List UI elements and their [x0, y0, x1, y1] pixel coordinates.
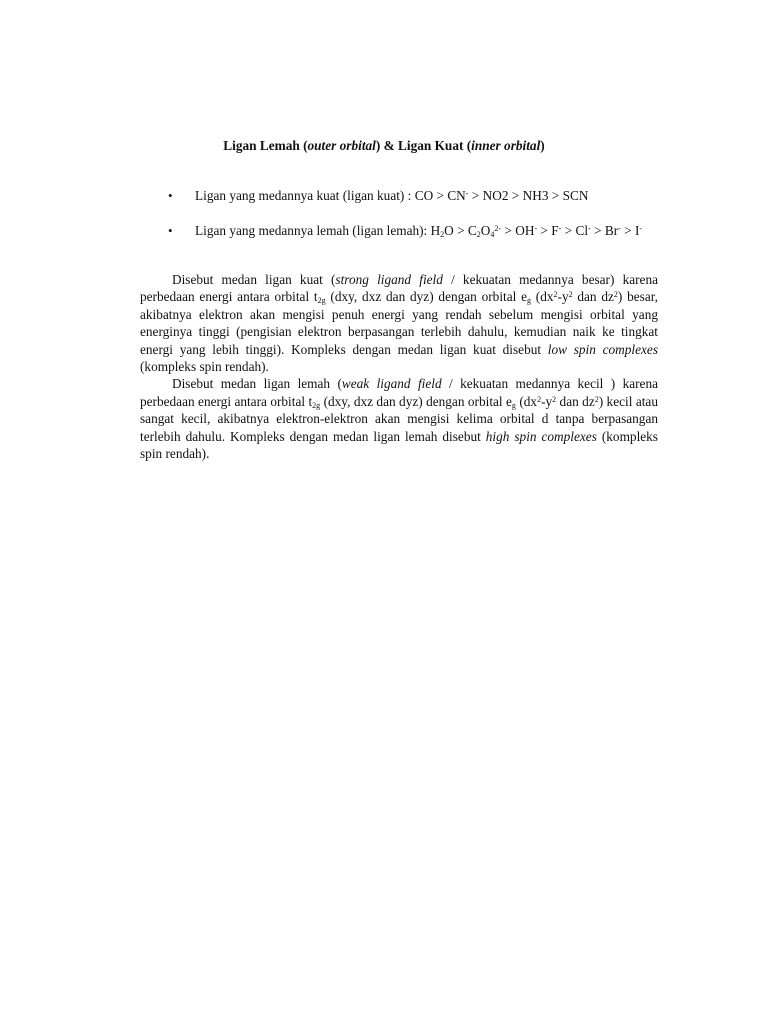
p1-text-8: (kompleks spin rendah).	[140, 359, 269, 375]
weak-text-5: > F	[537, 223, 559, 238]
p1-sub-eg: g	[527, 296, 531, 306]
bullet-icon: •	[168, 188, 173, 203]
p1-text-6: dan dz	[572, 289, 614, 305]
weak-text-3: O	[480, 223, 491, 238]
weak-ligand-series	[163, 222, 663, 239]
title-inner-orbital: inner orbital	[471, 138, 541, 153]
p2-sub-t2g: 2g	[312, 400, 321, 410]
weak-sub-3: 4	[490, 230, 495, 239]
weak-sup-7: -	[618, 224, 621, 233]
p1-text-2: / kekuatan medannya besar) karena perbedaan energi antara orbital t	[140, 272, 659, 305]
p1-sup-3: 2	[613, 290, 618, 300]
p1-sup-1: 2	[553, 290, 558, 300]
paragraph-strong-field	[140, 271, 658, 375]
p1-sup-2: 2	[568, 290, 573, 300]
p1-text-3: (dxy, dxz dan dyz) dengan orbital e	[325, 289, 527, 305]
title-outer-orbital: outer orbital	[307, 138, 376, 153]
p1-italic-low-spin: low spin complexes	[547, 341, 658, 357]
p2-text-4: (dx	[515, 393, 538, 409]
paragraph-weak-field	[140, 375, 658, 462]
title-text-3: )	[540, 138, 545, 153]
p2-sup-1: 2	[537, 394, 542, 404]
weak-sub-1: 2	[440, 230, 445, 239]
p1-text-4: (dx	[531, 289, 554, 305]
weak-sup-5: -	[558, 224, 562, 233]
bullet-icon: •	[168, 223, 173, 238]
weak-sub-2: 2	[476, 230, 481, 239]
weak-text-1: Ligan yang medannya lemah (ligan lemah): H	[195, 223, 441, 238]
ligand-series-list	[163, 187, 663, 257]
weak-sup-6: -	[588, 224, 591, 233]
p2-text-1: Disebut medan ligan lemah (	[172, 376, 342, 392]
strong-ligand-series	[163, 187, 663, 204]
p2-text-6: dan dz	[556, 393, 595, 409]
p2-text-8: (kompleks spin rendah).	[140, 428, 658, 462]
p2-text-3: (dxy, dxz dan dyz) dengan orbital e	[320, 393, 512, 409]
p2-text-7: ) kecil atau sangat kecil, akibatnya elektron-elektron akan mengisi kelima orbital d tanpa berpasangan terlebih dahulu. Kompleks dengan medan ligan lemah disebut	[140, 393, 658, 444]
weak-text-8: > I	[620, 223, 640, 238]
strong-text-2: > NO2 > NH3 > SCN	[468, 188, 589, 203]
p1-italic-strong-ligand-field: strong ligand field	[335, 272, 443, 287]
weak-sup-8: -	[639, 224, 643, 233]
weak-text-2: O > C	[444, 223, 477, 238]
p2-sup-2: 2	[552, 394, 557, 404]
weak-sup-4: -	[534, 224, 538, 233]
title-text-2: ) & Ligan Kuat (	[375, 138, 472, 153]
title-text-1: Ligan Lemah (	[223, 138, 308, 153]
weak-text-6: > Cl	[561, 223, 589, 238]
p2-text-5: -y	[541, 393, 553, 409]
strong-text-1: Ligan yang medannya kuat (ligan kuat) : CO > CN	[195, 188, 466, 203]
page-title	[0, 137, 768, 155]
p2-italic-high-spin: high spin complexes	[485, 428, 597, 444]
p2-italic-weak-ligand-field: weak ligand field	[341, 376, 442, 392]
p1-sub-t2g: 2g	[317, 296, 326, 306]
weak-text-7: > Br	[590, 223, 619, 238]
weak-text-4: > OH	[501, 223, 535, 238]
strong-sup-1: -	[465, 189, 469, 198]
p1-text-7: ) besar, akibatnya elektron akan mengisi penuh energi yang rendah sebelum mengisi orbital yang energinya tinggi (pengisian elektron berpasangan terlebih dahulu, kemudian naik ke tingkat energi yang lebih tinggi). Kompleks dengan medan ligan kuat disebut	[140, 289, 658, 357]
weak-sup-3: 2-	[494, 224, 502, 233]
body-text	[140, 271, 658, 462]
p2-sup-3: 2	[594, 394, 599, 404]
p1-text-1: Disebut medan ligan kuat (	[172, 272, 336, 287]
p1-text-5: -y	[557, 289, 569, 305]
p2-text-2: / kekuatan medannya kecil ) karena perbedaan energi antara orbital t	[140, 376, 659, 409]
p2-sub-eg: g	[511, 400, 516, 410]
